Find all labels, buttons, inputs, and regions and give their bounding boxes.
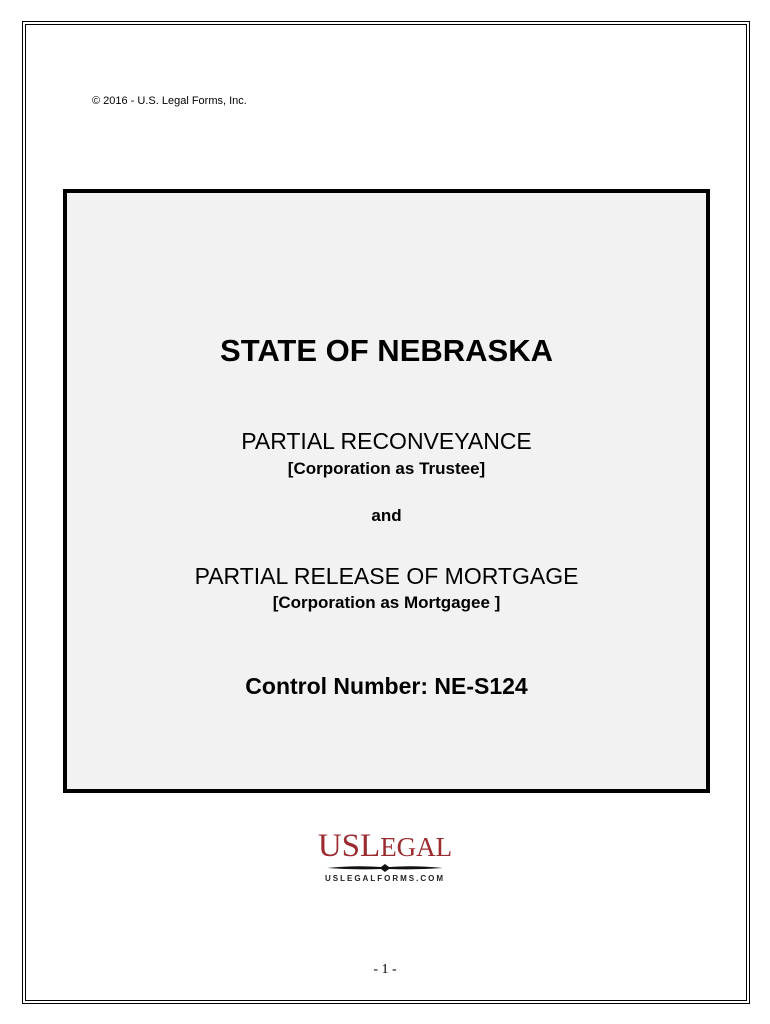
- copyright-notice: © 2016 - U.S. Legal Forms, Inc.: [92, 95, 247, 107]
- document-title-release: PARTIAL RELEASE OF MORTGAGE: [194, 563, 579, 589]
- uslegal-logo: [300, 828, 470, 888]
- document-subtitle-trustee: [Corporation as Trustee]: [287, 459, 486, 478]
- control-number: Control Number: NE-S124: [245, 673, 528, 699]
- state-title: STATE OF NEBRASKA: [220, 333, 553, 368]
- connector-text: and: [371, 506, 402, 525]
- page-number: - 1 -: [373, 962, 397, 977]
- logo-wordmark: USLEGAL: [317, 828, 453, 864]
- logo-url: USLEGALFORMS.COM: [325, 874, 445, 883]
- document-title-reconveyance: PARTIAL RECONVEYANCE: [241, 428, 532, 454]
- document-subtitle-mortgagee: [Corporation as Mortgagee ]: [272, 593, 501, 612]
- cover-title-box: [63, 189, 710, 793]
